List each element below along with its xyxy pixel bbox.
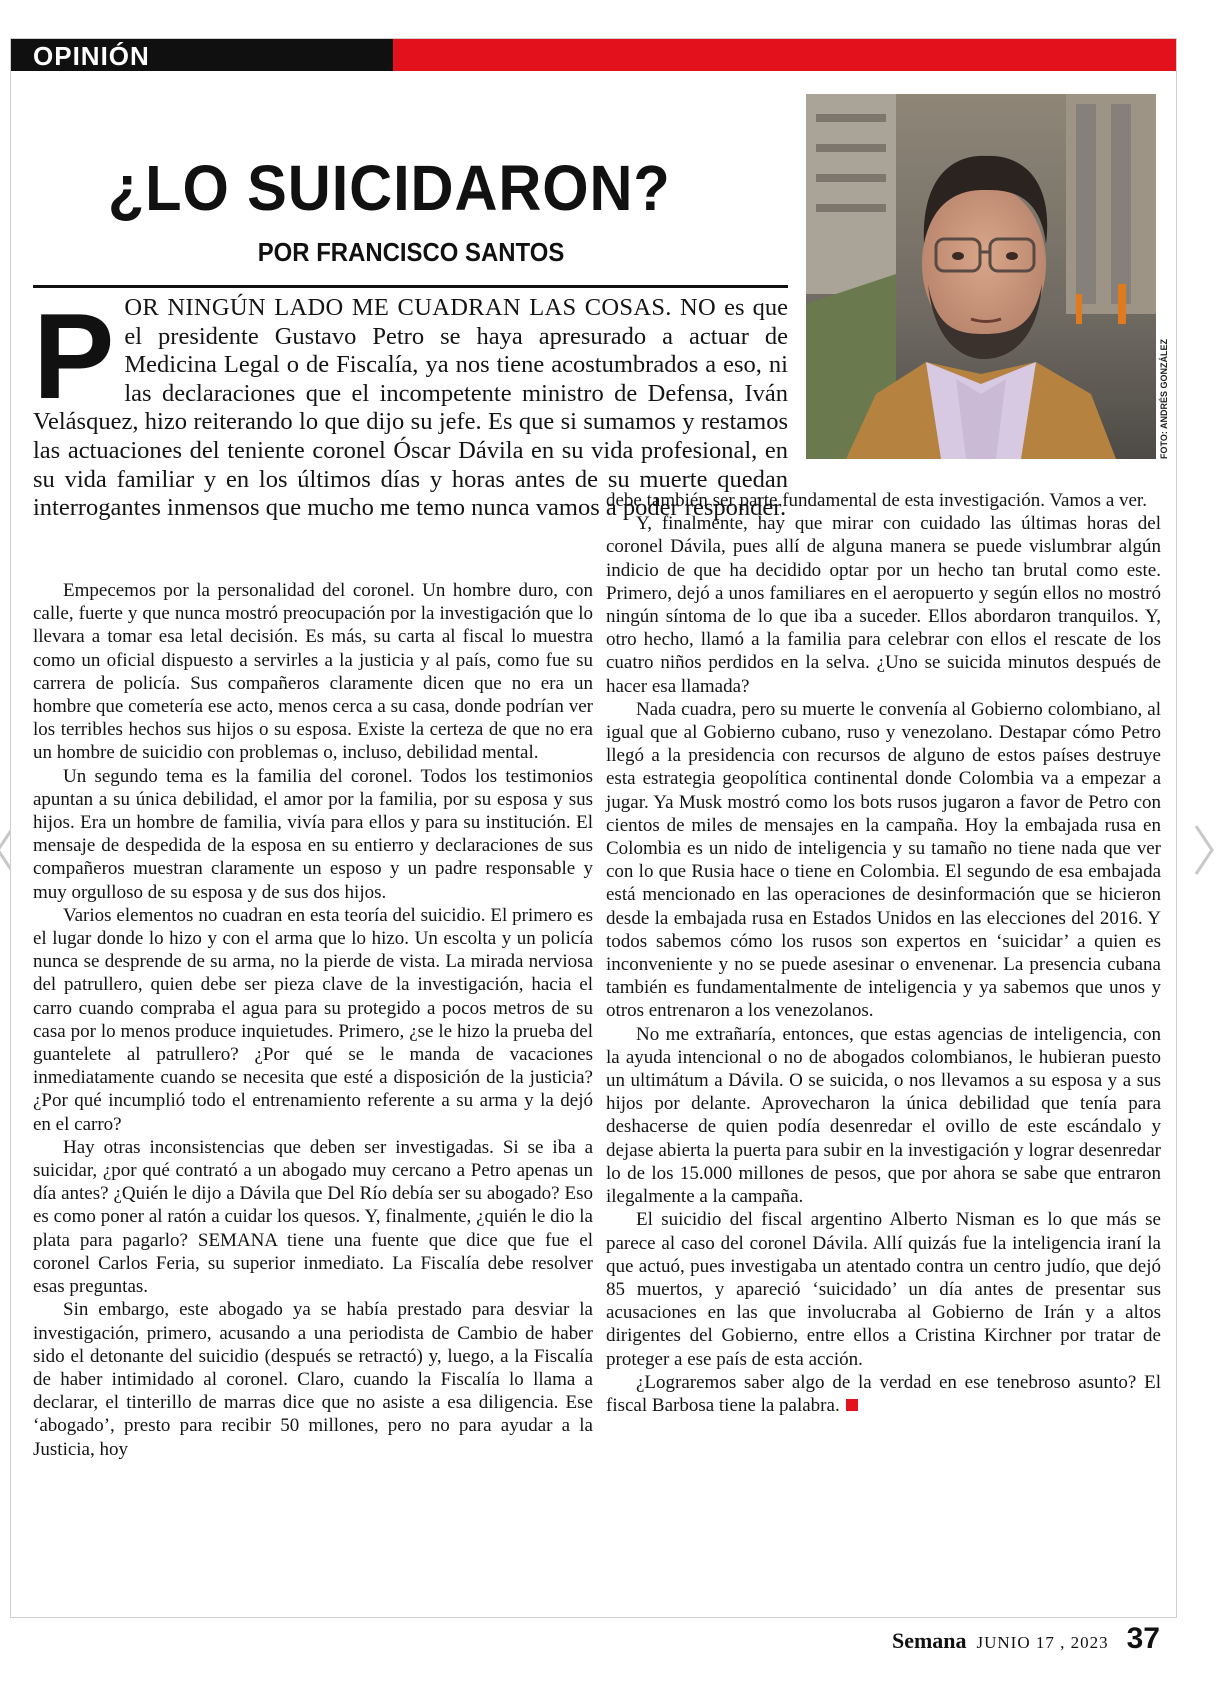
paragraph: Nada cuadra, pero su muerte le convenía al Gobierno colombiano, al igual que al Gobierno cubano, ruso y venezolano. Destapar cómo Petro llegó a la presidencia con recursos de alguno de estos países destruye esta estrategia geopolítica continental donde Colombia va a empezar a jugar. Ya Musk mostró como los bots rusos jugaron a favor de Petro con cientos de miles de mensajes en la campaña. Hoy la embajada rusa en Colombia es un nido de inteligencia y su tamaño no tiene nada que ver con lo que Rusia hace o tiene en Colombia. El segundo de esa embajada está mencionado en las operaciones de desinformación que se hicieron desde la embajada rusa en Estados Unidos en las elecciones del 2016. Y todos sabemos cómo los rusos son expertos en ‘suicidar’ a quien es inconveniente y no se puede asesinar o envenenar. La presencia cubana también es fundamentalmente de inteligencia y ya sabemos que unos y otros entrenaron a los venezolanos.: [606, 698, 1161, 1022]
paragraph: debe también ser parte fundamental de esta investigación. Vamos a ver.: [606, 490, 1147, 511]
magazine-name: Semana: [891, 1628, 967, 1653]
lead-text: es que el presidente Gustavo Petro se haya apresurado a actuar de Medicina Legal o de Fiscalía, ya nos tiene acostumbrados a eso, ni las declaraciones que el incompetente ministro de Defensa, Iván Velásquez, hizo reiterando lo que dijo su jefe. Es que si sumamos y restamos las actuaciones del teniente coronel Óscar Dávila en su vida profesional, en su vida familiar y en los últimos días y horas antes de su muerte quedan interrogantes inmensos que mucho me temo nunca vamos a poder responder.: [33, 294, 788, 522]
paragraph: Hay otras inconsistencias que deben ser investigadas. Si se iba a suicidar, ¿por qué contrató a un abogado muy cercano a Petro apenas un día antes? ¿Quién le dijo a Dávila que Del Río debía ser su abogado? Eso es como poner al ratón a cuidar los quesos. Y, finalmente, ¿quién le dio la plata para pagarlo? SEMANA tiene una fuente que dice que fue el coronel Carlos Feria, su superior inmediato. La Fiscalía debe resolver esas preguntas.: [33, 1136, 593, 1298]
nav-next-arrow[interactable]: [1188, 820, 1218, 880]
chevron-right-icon: [1188, 820, 1218, 880]
paragraph: Y, finalmente, hay que mirar con cuidado las últimas horas del coronel Dávila, pues allí de alguna manera se puede vislumbrar algún indicio de que ha decidido optar por un hecho tan brutal como este. Primero, dejó a unos familiares en el aeropuerto y según ellos no mostró ningún síntoma de lo que iba a suceder. Ellos abordaron tranquilos. Y, otro hecho, llamó a la familia para celebrar con ellos el rescate de los cuatro niños perdidos en la selva. ¿Uno se suicida minutos después de hacer esa llamada?: [606, 513, 1161, 697]
title-rule: [33, 285, 788, 288]
section-label: OPINIÓN: [33, 41, 150, 71]
paragraph: Varios elementos no cuadran en esta teoría del suicidio. El primero es el lugar donde lo hizo y con el arma que lo hizo. Un escolta y un policía nunca se desprende de su arma, no la pierde de vista. La mirada nerviosa del patrullero, quien debe ser pieza clave de la investigación, hacia el carro cuando compraba el agua para su protegido a pocos metros de su casa por lo menos produce inquietudes. Primero, ¿se le hizo la prueba del guantelete al patrullero? ¿Por qué se le manda de vacaciones inmediatamente cuando se necesita que esté a disposición de la justicia? ¿Por qué incumplió todo el entrenamiento referente a su arma y la dejó en el carro?: [33, 904, 593, 1135]
magazine-page: [10, 38, 1177, 1618]
closing-text: ¿Lograremos saber algo de la verdad en ese tenebroso asunto? El fiscal Barbosa tiene la palabra.: [606, 1371, 1161, 1416]
page-number: 37: [1126, 1622, 1160, 1655]
section-header-bar: [11, 39, 1176, 71]
article-column-2: [606, 489, 1161, 1417]
article-column-1: [33, 579, 593, 1461]
photo-credit: FOTO: ANDRÉS GONZÁLEZ: [1159, 339, 1169, 459]
page-footer: [892, 1622, 1160, 1656]
paragraph: No me extrañaría, entonces, que estas agencias de inteligencia, con la ayuda intencional o no de abogados colombianos, le hubieran puesto un ultimátum a Dávila. O se suicida, o nos llevamos a su esposa y a sus hijos por delante. Aprovecharon la única debilidad que tenía para deshacerse de quien podía desenredar el ovillo de este escándalo y dejase abierta la puerta para subir en la investigación y lograr desenredar lo de los 15.000 millones de pesos, que por ahora se sabe que entraron ilegalmente a la campaña.: [606, 1023, 1161, 1208]
paragraph: El suicidio del fiscal argentino Alberto Nisman es lo que más se parece al caso del coronel Dávila. Allí quizás fue la inteligencia iraní la que actuó, pues investigaba un atentado contra un centro judío, que dejó 85 muertos, y apareció ‘suicidado’ un día antes de presentar sus acusaciones en las que involucraba al Gobierno de Irán y a altos dirigentes del Gobierno, entre ellos a Cristina Kirchner por tratar de proteger a ese país de esta acción.: [606, 1209, 1161, 1370]
lead-caps-text: OR NINGÚN LADO ME CUADRAN LAS COSAS. NO: [124, 294, 717, 321]
article-byline: POR FRANCISCO SANTOS: [257, 237, 565, 267]
paragraph: Sin embargo, este abogado ya se había prestado para desviar la investigación, primero, acusando a una periodista de Cambio de haber sido el detonante del suicidio (después se retractó) y, luego, a la Fiscalía de haber intimidado al coronel. Claro, cuando la Fiscalía lo llama a declarar, el tinterillo de marras dice que no asiste a esa diligencia. Ese ‘abogado’, presto para recibir 50 millones, pero no para ayudar a la Justicia, hoy: [33, 1299, 593, 1460]
paragraph-final: [606, 1371, 1161, 1417]
issue-date: JUNIO 17 , 2023: [976, 1633, 1109, 1652]
end-mark-icon: [846, 1399, 858, 1411]
author-portrait-image: [806, 94, 1156, 459]
paragraph: Un segundo tema es la familia del coronel. Todos los testimonios apuntan a su única debilidad, el amor por la familia, por su esposa y sus hijos. Era un hombre de familia, vivía para ellos y para su institución. El mensaje de despedida de la esposa en su entierro y declaraciones de sus compañeros muestran claramente un esposo y un padre responsable y muy orgulloso de su esposa y de sus dos hijos.: [33, 765, 593, 903]
paragraph: Empecemos por la personalidad del coronel. Un hombre duro, con calle, fuerte y que nunca mostró preocupación por la investigación que lo llevara a tomar esa letal decisión. Es más, su carta al fiscal lo muestra como un oficial dispuesto a servirles a la justicia y al país, como fue su carrera de policía. Sus compañeros claramente dicen que no era un hombre que cometería ese acto, menos cerca a su casa, donde podrían ver los terribles hechos sus hijos o su esposa. Existe la certeza de que no era un hombre de suicidio con problemas o, incluso, debilidad mental.: [33, 580, 593, 764]
drop-cap: P: [33, 288, 115, 424]
article-title: ¿LO SUICIDARON?: [107, 152, 671, 224]
author-photo: [806, 94, 1156, 459]
